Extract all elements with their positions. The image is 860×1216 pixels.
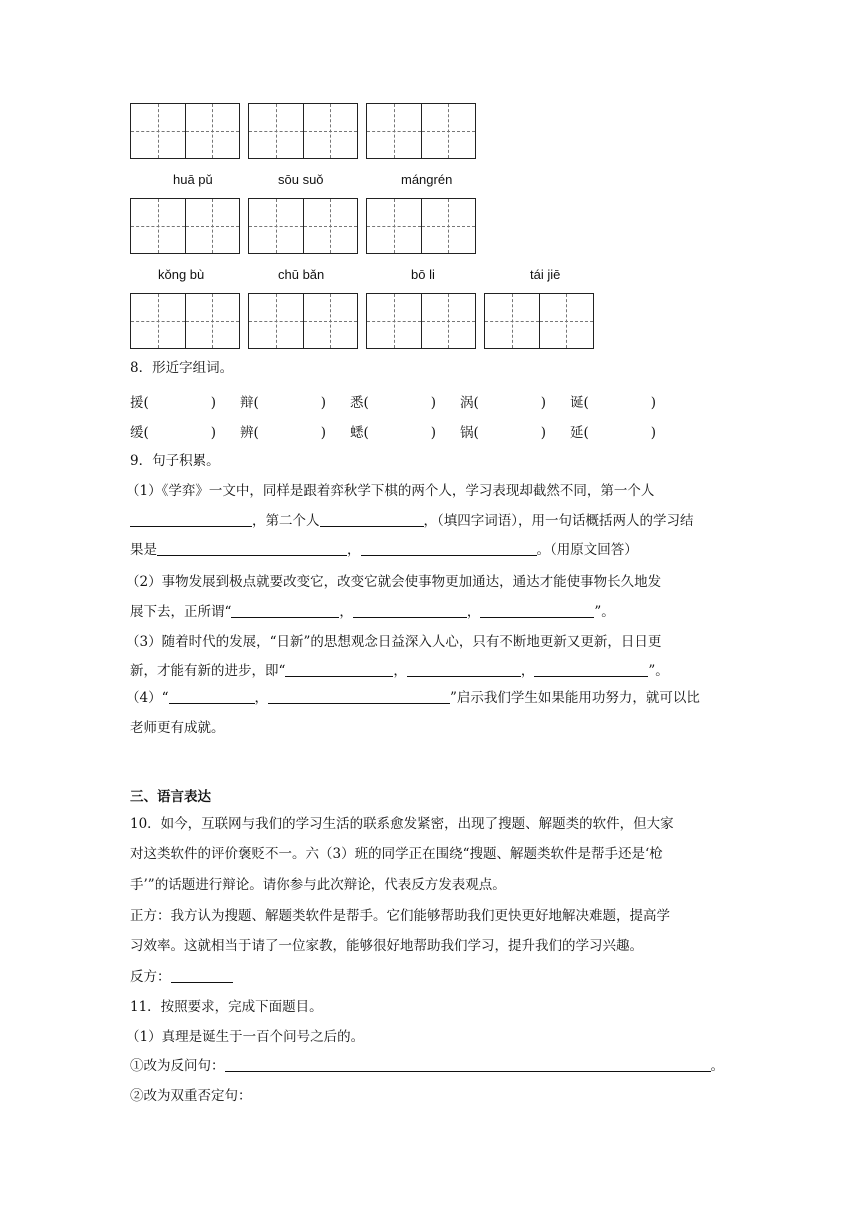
q9-p3-line2: 新，才能有新的进步，即“ ， ， ”。 — [130, 663, 669, 679]
char-item[interactable]: 锅( ) — [460, 425, 547, 441]
writing-box[interactable] — [130, 103, 240, 159]
q9-p3-line1: （3）随着时代的发展，“日新”的思想观念日益深入人心，只有不断地更新又更新，日日更 — [126, 634, 662, 650]
answer-blank[interactable] — [225, 1057, 711, 1072]
q9-p1-line2: ，第二个人 ，（填四字词语），用一句话概括两人的学习结 — [130, 512, 694, 530]
pro-line1: 正方：我方认为搜题、解题类软件是帮手。它们能够帮助我们更快更好地解决难题，提高学 — [130, 908, 670, 924]
writing-box[interactable] — [248, 293, 358, 349]
similar-char-row-1 — [130, 391, 680, 411]
answer-blank[interactable] — [157, 541, 347, 556]
char-item[interactable]: 援( ) — [130, 395, 217, 411]
pinyin-label: chū bǎn — [278, 267, 325, 282]
pinyin-label: tái jiē — [530, 267, 561, 282]
pinyin-label: mángrén — [401, 172, 453, 187]
char-item[interactable]: 延( ) — [570, 425, 657, 441]
answer-blank[interactable] — [169, 689, 255, 704]
char-item[interactable]: 诞( ) — [570, 395, 657, 411]
q9-p4-line1: （4）“ ， ”启示我们学生如果能用功努力，就可以比 — [126, 690, 700, 706]
answer-blank[interactable] — [171, 968, 233, 983]
char-item[interactable]: 涡( ) — [460, 395, 547, 411]
question-9-title: 9．句子积累。 — [130, 453, 220, 469]
answer-blank[interactable] — [407, 662, 521, 677]
q10-line1: 10．如今，互联网与我们的学习生活的联系愈发紧密，出现了搜题、解题类的软件，但大家 — [130, 816, 674, 832]
writing-box[interactable] — [366, 103, 476, 159]
writing-box[interactable] — [130, 198, 240, 254]
character-grid-row-1 — [130, 103, 476, 159]
pro-line2: 习效率。这就相当于请了一位家教，能够很好地帮助我们学习，提升我们的学习兴趣。 — [130, 938, 643, 954]
character-grid-row-3 — [130, 293, 594, 349]
writing-box[interactable] — [366, 293, 476, 349]
answer-blank[interactable] — [320, 512, 424, 527]
q11-title: 11．按照要求，完成下面题目。 — [130, 999, 323, 1015]
character-grid-row-2 — [130, 198, 476, 254]
answer-blank[interactable] — [231, 603, 339, 618]
char-item[interactable]: 缓( ) — [130, 425, 217, 441]
answer-blank[interactable] — [268, 689, 450, 704]
q11-p1: （1）真理是诞生于一百个问号之后的。 — [126, 1029, 365, 1045]
q9-p1-line3: 果是 ， 。（用原文回答） — [130, 542, 638, 558]
q10-line2: 对这类软件的评价褒贬不一。六（3）班的同学正在围绕“搜题、解题类软件是帮手还是‘枪 — [130, 846, 663, 862]
writing-box[interactable] — [366, 198, 476, 254]
pinyin-label: sōu suǒ — [278, 172, 324, 187]
answer-blank[interactable] — [361, 541, 537, 556]
section-heading: 三、语言表达 — [130, 789, 211, 805]
writing-box[interactable] — [248, 198, 358, 254]
char-item[interactable]: 辨( ) — [240, 425, 327, 441]
writing-box[interactable] — [248, 103, 358, 159]
answer-blank[interactable] — [534, 662, 648, 677]
pinyin-label: huā pǔ — [173, 172, 213, 187]
answer-blank[interactable] — [480, 603, 594, 618]
answer-blank[interactable] — [285, 662, 393, 677]
pinyin-label: bō li — [411, 267, 435, 282]
q9-p2-line2: 展下去，正所谓“ ， ， ”。 — [130, 604, 615, 620]
q11-b: ②改为双重否定句： — [130, 1088, 252, 1104]
pinyin-label: kǒng bù — [158, 267, 205, 282]
q11-a: ①改为反问句： 。 — [130, 1058, 724, 1074]
char-item[interactable]: 悉( ) — [350, 395, 437, 411]
writing-box[interactable] — [484, 293, 594, 349]
q9-p2-line1: （2）事物发展到极点就要改变它，改变它就会使事物更加通达，通达才能使事物长久地发 — [126, 574, 662, 590]
char-item[interactable]: 辩( ) — [240, 395, 327, 411]
writing-box[interactable] — [130, 293, 240, 349]
char-item[interactable]: 蟋( ) — [350, 425, 437, 441]
answer-blank[interactable] — [130, 512, 252, 527]
question-8-title: 8．形近字组词。 — [130, 360, 234, 376]
q10-line3: 手’”的话题进行辩论。请你参与此次辩论，代表反方发表观点。 — [130, 877, 506, 893]
similar-char-row-2 — [130, 421, 680, 441]
q9-p4-line2: 老师更有成就。 — [130, 720, 225, 736]
q9-p1-line1: （1）《学弈》一文中，同样是跟着弈秋学下棋的两个人，学习表现却截然不同，第一个人 — [126, 483, 655, 499]
answer-blank[interactable] — [353, 603, 467, 618]
con-line: 反方： — [130, 968, 233, 986]
